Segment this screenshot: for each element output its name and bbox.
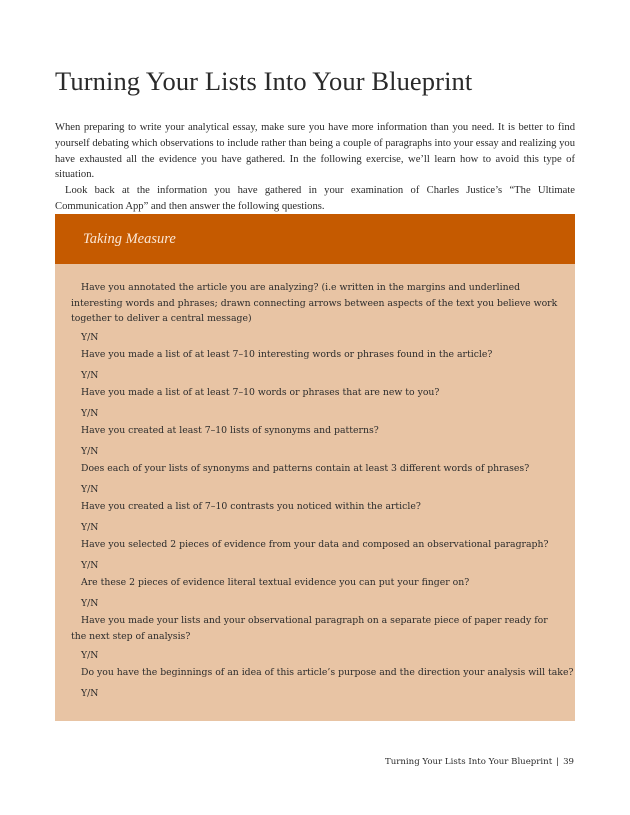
question-item: Have you annotated the article you are analyzing? (i.e written in the margins and underlined interesting words and phrases; drawn connecting arrows between aspects of the text you believe work together to deliver a central message) [71,282,558,324]
question-item: Have you made a list of at least 7–10 words or phrases that are new to you? [81,387,440,398]
answer-yes-no[interactable]: Y/N [81,522,99,533]
answer-yes-no[interactable]: Y/N [81,598,99,609]
question-item: Do you have the beginnings of an idea of this article’s purpose and the direction your analysis will take? [81,667,574,678]
question-item: Are these 2 pieces of evidence literal textual evidence you can put your finger on? [81,577,470,588]
answer-yes-no[interactable]: Y/N [81,446,99,457]
answer-yes-no[interactable]: Y/N [81,688,99,699]
question-box [55,264,575,721]
page-footer [385,757,574,767]
answer-yes-no[interactable]: Y/N [81,560,99,571]
answer-yes-no[interactable]: Y/N [81,484,99,495]
intro-text [55,120,575,215]
running-title: Turning Your Lists Into Your Blueprint [385,757,553,767]
page-title: Turning Your Lists Into Your Blueprint [55,66,473,96]
answer-yes-no[interactable]: Y/N [81,408,99,419]
question-item: Have you made your lists and your observational paragraph on a separate piece of paper ready for the next step of analysis? [71,615,548,642]
taking-measure-header [55,214,575,264]
question-item: Have you made a list of at least 7–10 interesting words or phrases found in the article? [81,349,493,360]
intro-paragraph: When preparing to write your analytical essay, make sure you have more information than you need. It is better to find yourself debating which observations to include rather than being a couple of paragraphs into your essay and realizing you have exhausted all the evidence you have gathered. In the following exercise, we’ll learn how to avoid this type of situation. [55,122,575,181]
question-item: Does each of your lists of synonyms and patterns contain at least 3 different words of phrases? [81,463,530,474]
question-item: Have you created at least 7–10 lists of synonyms and patterns? [81,425,379,436]
intro-paragraph: Look back at the information you have gathered in your examination of Charles Justice’s “The Ultimate Communication App” and then answer the following questions. [55,185,575,212]
box-title: Taking Measure [83,231,176,247]
answer-yes-no[interactable]: Y/N [81,332,99,343]
question-item: Have you selected 2 pieces of evidence from your data and composed an observational paragraph? [81,539,549,550]
page-number: 39 [563,757,574,767]
footer-separator: | [556,757,560,767]
answer-yes-no[interactable]: Y/N [81,370,99,381]
question-item: Have you created a list of 7–10 contrasts you noticed within the article? [81,501,421,512]
answer-yes-no[interactable]: Y/N [81,650,99,661]
